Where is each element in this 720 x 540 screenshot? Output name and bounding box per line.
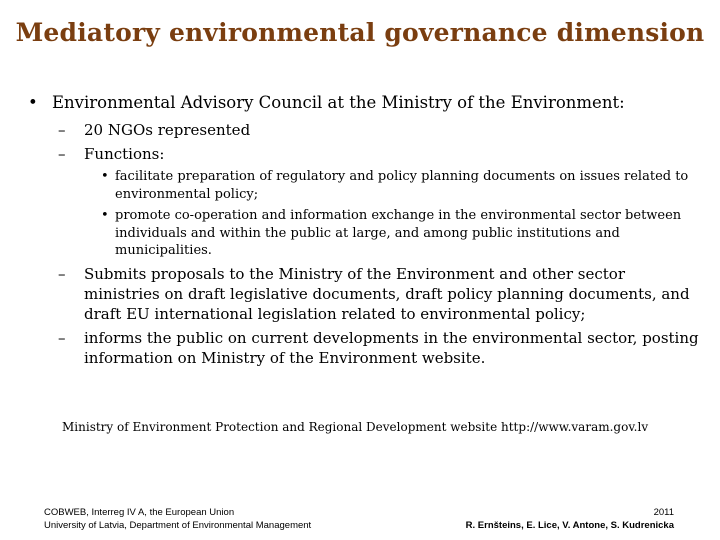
dash-icon: – [58,264,66,283]
bullet-level1 [28,92,700,114]
dash-icon: – [58,328,66,347]
bullet-level2 [28,328,700,368]
bullet-level2 [28,120,700,140]
bullet-level3 [28,168,700,203]
slide-content [28,92,700,372]
footer-right [466,506,674,532]
footer-institution: University of Latvia, Department of Environmental Management [44,520,312,531]
bullet-level2 [28,144,700,164]
bullet-text: informs the public on current developments in the environmental sector, posting information on Ministry of the Environment website. [84,328,699,367]
dash-icon: – [58,145,66,163]
bullet-dot-icon: • [28,93,38,112]
footer-authors: R. Ernšteins, E. Lice, V. Antone, S. Kudrenicka [465,520,674,531]
bullet-dot-icon: • [101,169,109,184]
bullet-level2 [28,264,700,324]
footer-project: COBWEB, Interreg IV A, the European Union [44,507,235,518]
footer-year: 2011 [653,507,674,518]
bullet-dot-icon: • [101,208,109,223]
bullet-text: Submits proposals to the Ministry of the Environment and other sector ministries on draft legislative documents, draft policy planning documents, and draft EU international legislation related to environmental policy; [84,264,690,323]
slide-title: Mediatory environmental governance dimension [15,18,705,47]
bullet-text: promote co-operation and information exchange in the environmental sector between individuals and within the public at large, and among public institutions and municipalities. [115,208,682,258]
footer-left [44,506,311,532]
dash-icon: – [58,121,66,139]
bullet-text: Environmental Advisory Council at the Ministry of the Environment: [52,93,625,112]
source-note: Ministry of Environment Protection and Regional Development website http://www.varam.gov.lv [62,420,649,434]
bullet-level3 [28,207,700,260]
bullet-text: Functions: [84,145,165,163]
bullet-text: facilitate preparation of regulatory and policy planning documents on issues related to environmental policy; [115,169,689,202]
bullet-text: 20 NGOs represented [84,121,251,139]
